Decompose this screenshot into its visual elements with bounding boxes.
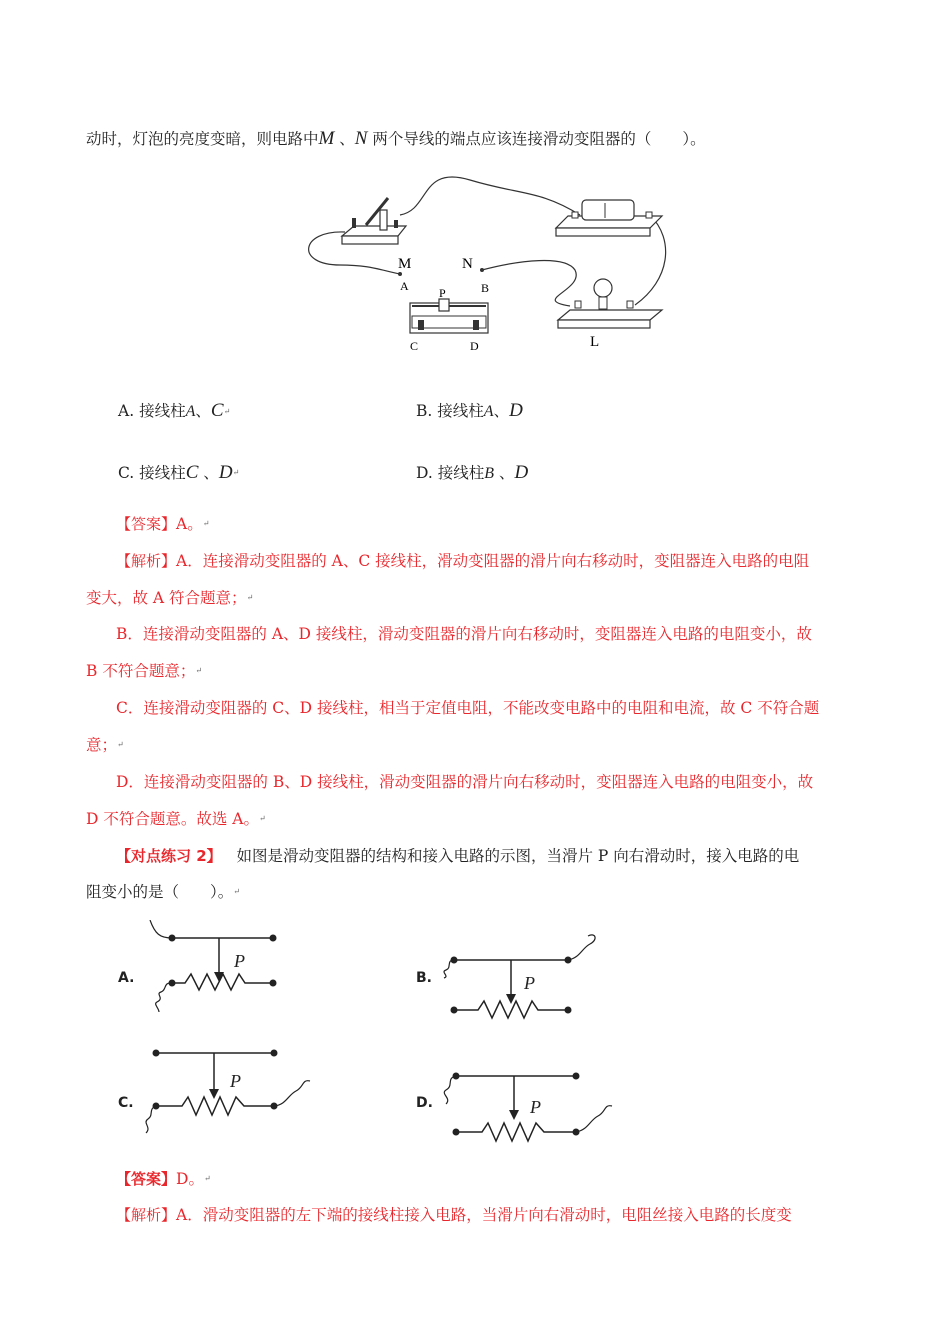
lamp	[558, 279, 662, 328]
q1-analysis-line-8: D 不符合题意。故选 A。↵	[86, 810, 266, 828]
q1-stem: 动时，灯泡的亮度变暗，则电路中M 、N 两个导线的端点应该连接滑动变阻器的（ ）。	[86, 128, 706, 149]
label-a: A	[400, 279, 409, 293]
q2-c-slider-label: P	[230, 1071, 241, 1091]
label-p: P	[439, 286, 446, 300]
q1-option-b[interactable]: B. 接线柱A、D	[416, 400, 523, 421]
slide-rheostat	[410, 299, 488, 333]
label-l: L	[590, 334, 600, 350]
q2-analysis-line-1: 【解析】A．滑动变阻器的左下端的接线柱接入电路，当滑片向右滑动时，电阻丝接入电路的长度变	[116, 1206, 792, 1224]
q2-option-c-label[interactable]: C.	[118, 1095, 134, 1111]
label-n: N	[462, 256, 473, 272]
q2-stem-line-2: 阻变小的是（ ）。↵	[86, 883, 240, 901]
var-m: M	[318, 128, 335, 149]
q2-answer: 【答案】D。↵	[116, 1170, 211, 1188]
switch	[342, 198, 406, 244]
q2-d-slider-label: P	[530, 1097, 541, 1117]
q1-analysis-line-2: 变大，故 A 符合题意；↵	[86, 589, 254, 607]
label-m: M	[398, 256, 412, 272]
q1-analysis-line-4: B 不符合题意；↵	[86, 662, 203, 680]
q1-analysis-line-1: 【解析】A．连接滑动变阻器的 A、C 接线柱，滑动变阻器的滑片向右移动时，变阻器连入电路的电阻	[116, 552, 810, 570]
q1-option-c[interactable]: C. 接线柱C 、D↵	[118, 462, 240, 483]
q2-option-d-label[interactable]: D.	[416, 1095, 433, 1111]
q2-b-slider-label: P	[524, 973, 535, 993]
var-n: N	[354, 128, 368, 149]
circuit-figure	[300, 170, 720, 360]
q1-analysis-line-6: 意；↵	[86, 736, 124, 754]
label-c: C	[410, 339, 419, 353]
top-rheostat	[556, 200, 662, 236]
q2-option-a-label[interactable]: A.	[118, 970, 135, 986]
wire-n-to-lamp	[482, 261, 576, 306]
q1-answer: 【答案】A。↵	[116, 515, 210, 533]
q2-figure-c	[140, 1045, 330, 1145]
q1-analysis-line-5: C．连接滑动变阻器的 C、D 接线柱，相当于定值电阻，不能改变电路中的电阻和电流，故 C 不符合题	[116, 699, 820, 717]
wire-switch-to-rheostat-coil	[400, 177, 580, 215]
q2-stem-line-1: 【对点练习 2】 如图是滑动变阻器的结构和接入电路的示图，当滑片 P 向右滑动时，接入电路的电	[116, 847, 800, 865]
q1-analysis-line-7: D．连接滑动变阻器的 B、D 接线柱，滑动变阻器的滑片向右移动时，变阻器连入电路的电阻变小，故	[116, 773, 814, 791]
label-b: B	[481, 281, 490, 295]
q1-analysis-line-3: B．连接滑动变阻器的 A、D 接线柱，滑动变阻器的滑片向右移动时，变阻器连入电路的电阻变小，故	[116, 625, 812, 643]
label-d: D	[470, 339, 479, 353]
q2-option-b-label[interactable]: B.	[416, 970, 432, 986]
q2-a-slider-label: P	[234, 951, 245, 971]
q1-option-a[interactable]: A. 接线柱A、C↵	[118, 400, 231, 421]
q1-option-d[interactable]: D. 接线柱B 、D	[416, 462, 529, 483]
